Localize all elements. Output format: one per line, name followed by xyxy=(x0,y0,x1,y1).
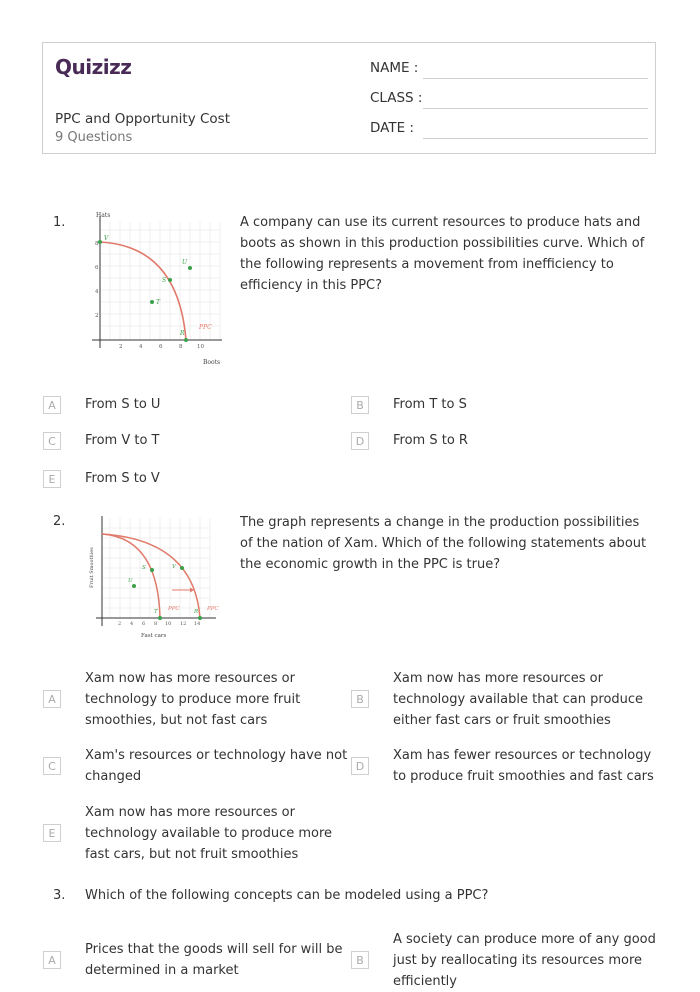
option-d[interactable] xyxy=(393,745,663,787)
option-e-letter[interactable]: E xyxy=(43,824,61,842)
point-t xyxy=(150,300,154,304)
y-tick: 6 xyxy=(95,265,99,271)
ppc-graph-q1 xyxy=(86,208,226,370)
name-line xyxy=(423,78,648,79)
date-label: DATE : xyxy=(370,120,414,136)
ppc-graph-q2 xyxy=(86,512,226,642)
x-tick: 4 xyxy=(139,344,143,350)
question-text: The graph represents a change in the production possibilities of the nation of Xam. Which of the following statements about the economic growth in the PPC is true? xyxy=(240,515,647,572)
option-c[interactable]: From V to T xyxy=(85,433,160,448)
question-text: A company can use its current resources to produce hats and boots as shown in this production possibilities curve. Which of the following represents a movement from inefficiency to efficiency in this PPC? xyxy=(240,215,645,293)
option-line: technology available to produce more xyxy=(85,826,333,841)
y-tick: 2 xyxy=(95,313,99,319)
option-b[interactable]: From T to S xyxy=(393,397,467,412)
worksheet-header xyxy=(42,42,656,154)
option-line: efficiently xyxy=(393,974,457,989)
x-tick: 6 xyxy=(159,344,163,350)
option-line: changed xyxy=(85,769,142,784)
point-label: R xyxy=(194,609,199,615)
y-axis-label: Hats xyxy=(96,212,111,219)
point-label: T xyxy=(154,609,158,615)
option-line: technology to produce more fruit xyxy=(85,692,301,707)
point-label: R xyxy=(180,330,185,337)
x-tick: 8 xyxy=(154,621,158,627)
option-line: technology available that can produce xyxy=(393,692,644,707)
option-a-letter[interactable]: A xyxy=(43,690,61,708)
question-number: 3. xyxy=(53,888,66,903)
x-tick: 8 xyxy=(179,344,183,350)
date-line xyxy=(423,138,648,139)
points xyxy=(132,566,202,620)
option-b[interactable] xyxy=(393,929,663,992)
point-v xyxy=(98,240,102,244)
question-number: 1. xyxy=(53,215,66,230)
x-tick: 2 xyxy=(118,621,122,627)
point-r xyxy=(184,338,188,342)
option-line: just by reallocating its resources more xyxy=(393,953,642,968)
option-c-letter[interactable]: C xyxy=(43,757,61,775)
x-tick: 10 xyxy=(197,344,204,350)
point-label: V xyxy=(104,235,109,242)
option-e[interactable]: From S to V xyxy=(85,471,160,486)
option-line: A society can produce more of any good xyxy=(393,932,656,947)
option-a[interactable]: From S to U xyxy=(85,397,161,412)
point-r xyxy=(198,616,202,620)
x-tick: 14 xyxy=(194,621,201,627)
x-tick: 6 xyxy=(142,621,146,627)
option-line: Xam now has more resources or xyxy=(85,805,295,820)
x-axis-label: Fast cars xyxy=(141,633,167,639)
y-tick: 8 xyxy=(95,241,99,247)
question-number: 2. xyxy=(53,514,66,529)
option-c[interactable] xyxy=(85,745,351,787)
x-axis-label: Boots xyxy=(203,359,221,366)
y-tick-labels xyxy=(95,241,99,319)
point-label: S xyxy=(162,277,167,284)
point-t xyxy=(158,616,162,620)
option-b-letter[interactable]: B xyxy=(351,396,369,414)
x-tick: 10 xyxy=(165,621,172,627)
option-line: to produce fruit smoothies and fast cars xyxy=(393,769,654,784)
point-s xyxy=(168,278,172,282)
option-line: either fast cars or fruit smoothies xyxy=(393,713,611,728)
option-line: smoothies, but not fast cars xyxy=(85,713,268,728)
point-u xyxy=(188,266,192,270)
point-label: V xyxy=(172,564,176,570)
option-b[interactable] xyxy=(393,668,655,731)
point-labels xyxy=(104,235,188,337)
point-label: T xyxy=(156,299,161,306)
option-b-letter[interactable]: B xyxy=(351,951,369,969)
option-c-letter[interactable]: C xyxy=(43,432,61,450)
grid xyxy=(102,518,210,618)
x-tick: 2 xyxy=(119,344,123,350)
option-line: fast cars, but not fruit smoothies xyxy=(85,847,299,862)
option-e[interactable] xyxy=(85,802,347,865)
class-line xyxy=(423,108,648,109)
x-tick-labels xyxy=(118,621,200,627)
curve-label: PPC xyxy=(168,606,180,612)
name-label: NAME : xyxy=(370,60,419,76)
point-label: U xyxy=(182,259,188,266)
y-axis-label: Fruit Smoothies xyxy=(89,547,95,588)
option-a[interactable] xyxy=(85,939,351,981)
point-s xyxy=(150,568,154,572)
option-d-letter[interactable]: D xyxy=(351,432,369,450)
point-label: U xyxy=(128,578,133,584)
option-a-letter[interactable]: A xyxy=(43,396,61,414)
question-count: 9 Questions xyxy=(55,130,133,145)
point-u xyxy=(132,584,136,588)
option-line: Xam's resources or technology have not xyxy=(85,748,348,763)
option-b-letter[interactable]: B xyxy=(351,690,369,708)
option-d[interactable]: From S to R xyxy=(393,433,468,448)
curve-label: PPC xyxy=(207,606,219,612)
option-line: Xam now has more resources or xyxy=(85,671,295,686)
ppc-curve-shifted xyxy=(102,534,200,618)
option-a-letter[interactable]: A xyxy=(43,951,61,969)
point-label: S xyxy=(142,565,146,571)
class-label: CLASS : xyxy=(370,90,423,106)
question-text: Which of the following concepts can be modeled using a PPC? xyxy=(85,888,489,903)
option-a[interactable] xyxy=(85,668,347,731)
quizizz-logo: Quizizz xyxy=(55,55,132,79)
option-line: Prices that the goods will sell for will be xyxy=(85,942,343,957)
curve-label: PPC xyxy=(199,324,212,331)
x-tick: 12 xyxy=(180,621,187,627)
option-line: Xam has fewer resources or technology xyxy=(393,748,652,763)
ppc-curve-original xyxy=(102,534,160,618)
option-d-letter[interactable]: D xyxy=(351,757,369,775)
ppc-curve xyxy=(100,242,186,340)
option-line: determined in a market xyxy=(85,963,239,978)
x-tick-labels xyxy=(119,344,204,350)
point-v xyxy=(180,566,184,570)
worksheet-title: PPC and Opportunity Cost xyxy=(55,111,231,127)
grid xyxy=(100,222,220,340)
option-line: Xam now has more resources or xyxy=(393,671,603,686)
y-tick: 4 xyxy=(95,289,99,295)
option-e-letter[interactable]: E xyxy=(43,470,61,488)
x-tick: 4 xyxy=(130,621,134,627)
